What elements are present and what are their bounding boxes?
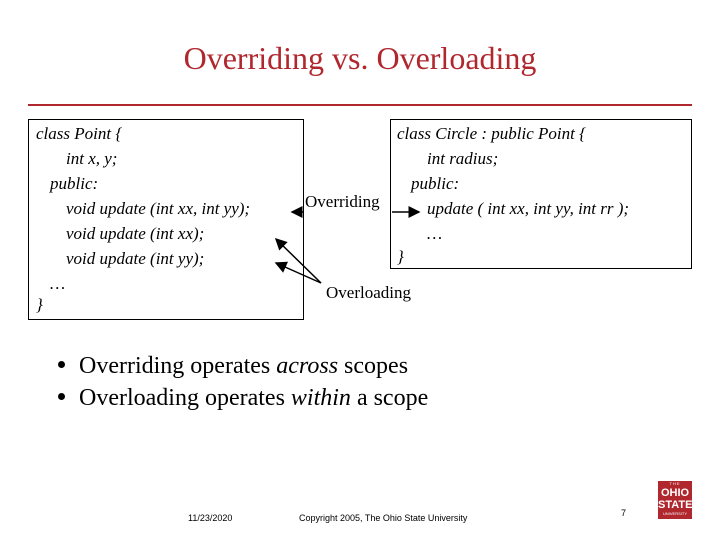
logo-text: THE (669, 481, 681, 486)
bullet-item (58, 350, 428, 382)
footer-copyright: Copyright 2005, The Ohio State University (299, 513, 468, 523)
code-line: void update (int xx); (66, 224, 205, 243)
code-line: public: (50, 174, 99, 193)
code-line: } (397, 247, 404, 266)
ohio-state-logo (658, 481, 692, 519)
code-line: } (36, 295, 43, 314)
code-line: void update (int xx, int yy); (66, 199, 251, 218)
bullet-text: a scope (350, 385, 429, 411)
code-line: int radius; (427, 149, 499, 168)
code-line: public: (411, 174, 460, 193)
bullet-emphasis: across (276, 353, 339, 379)
bullet-icon (58, 361, 65, 368)
bullet-text: Overriding operates (79, 353, 277, 379)
code-line: update ( int xx, int yy, int rr ); (427, 199, 630, 218)
overloading-label: Overloading (326, 283, 411, 302)
logo-text: UNIVERSITY (662, 511, 687, 516)
bullet-icon (58, 393, 65, 400)
code-line: class Circle : public Point { (397, 124, 586, 143)
page-number: 7 (621, 508, 627, 518)
code-line: … (427, 224, 443, 243)
logo-text: OHIO (660, 487, 690, 499)
overloading-arrow-lower (276, 263, 321, 283)
overriding-label: Overriding (305, 192, 380, 211)
bullet-list (58, 350, 428, 414)
slide-title: Overriding vs. Overloading (183, 40, 537, 76)
code-line: void update (int yy); (66, 249, 205, 268)
logo-text: STATE (658, 499, 693, 511)
code-line: class Point { (36, 124, 123, 143)
bullet-emphasis: within (290, 385, 351, 411)
bullet-item (58, 382, 428, 414)
overloading-arrow-upper (276, 239, 321, 283)
code-line: int x, y; (66, 149, 118, 168)
bullet-text: scopes (338, 353, 409, 379)
code-line: … (50, 274, 66, 293)
footer-date: 11/23/2020 (188, 513, 233, 523)
bullet-text: Overloading operates (79, 385, 291, 411)
